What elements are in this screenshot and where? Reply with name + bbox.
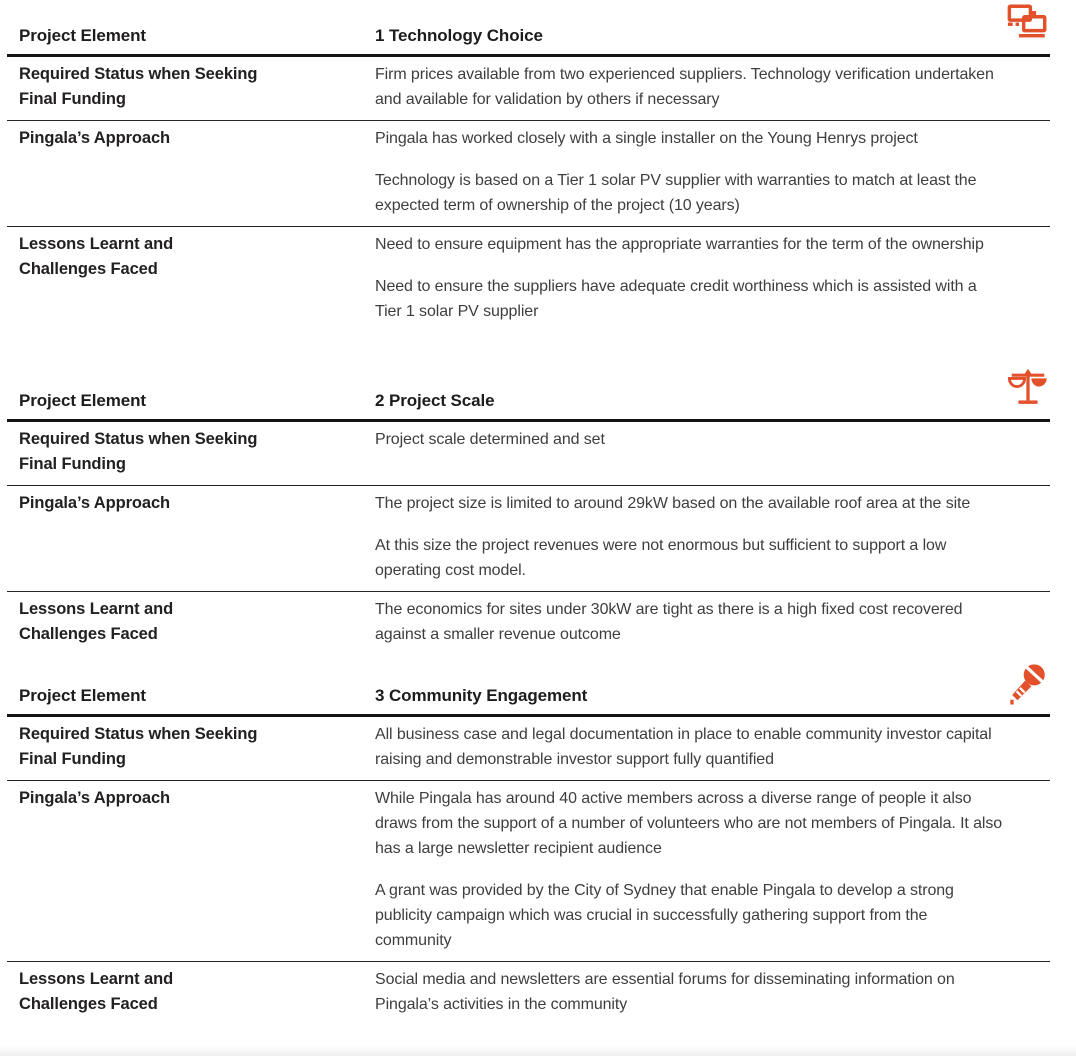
table-title-technology-choice: 1 Technology Choice [375, 26, 543, 45]
paragraph: Firm prices available from two experienced suppliers. Technology verification undertaken and available for validation by others if necessary [375, 66, 994, 108]
row-label-pingala-approach: Pingala’s Approach [19, 789, 171, 807]
table-row [7, 485, 1050, 591]
row-content [375, 722, 1015, 772]
table-row [7, 591, 1050, 655]
table-title-project-scale: 2 Project Scale [375, 391, 495, 410]
table-row [7, 422, 1050, 485]
paragraph: At this size the project revenues were not enormous but sufficient to support a low operating cost model. [375, 537, 947, 579]
page-edge-shadow [0, 1046, 1076, 1056]
paragraph: The economics for sites under 30kW are tight as there is a high fixed cost recovered against a smaller revenue outcome [375, 601, 963, 643]
paragraph: A grant was provided by the City of Sydney that enable Pingala to develop a strong publicity campaign which was crucial in successfully gathering support from the community [375, 882, 954, 949]
paragraph: Need to ensure equipment has the appropriate warranties for the term of the ownership [375, 236, 984, 253]
row-label-lessons-learnt: Lessons Learnt and Challenges Faced [19, 235, 174, 278]
paragraph: Pingala has worked closely with a single installer on the Young Henrys project [375, 130, 918, 147]
column-header-project-element: Project Element [19, 391, 146, 410]
project-element-table-project-scale [7, 367, 1050, 655]
table-row [7, 57, 1050, 120]
table-row [7, 226, 1050, 332]
row-content [375, 597, 1015, 647]
paragraph: All business case and legal documentation in place to enable community investor capital raising and demonstrable investor support fully quantified [375, 726, 992, 768]
table-title-community-engagement: 3 Community Engagement [375, 686, 588, 705]
table-header [7, 2, 1050, 57]
row-label-pingala-approach: Pingala’s Approach [19, 129, 171, 147]
row-content [375, 126, 1015, 218]
row-label-required-status: Required Status when Seeking Final Funding [19, 65, 258, 108]
paragraph: Project scale determined and set [375, 431, 605, 448]
project-element-table-technology-choice [7, 2, 1050, 332]
table-row [7, 717, 1050, 780]
paragraph: Social media and newsletters are essential forums for disseminating information on Pingala’s activities in the community [375, 971, 955, 1013]
table-header [7, 367, 1050, 422]
table-row [7, 961, 1050, 1025]
table-header [7, 662, 1050, 717]
paragraph: Need to ensure the suppliers have adequate credit worthiness which is assisted with a Tier 1 solar PV supplier [375, 278, 977, 320]
row-label-lessons-learnt: Lessons Learnt and Challenges Faced [19, 970, 174, 1013]
column-header-project-element: Project Element [19, 686, 146, 705]
row-label-pingala-approach: Pingala’s Approach [19, 494, 171, 512]
document-page [7, 2, 1050, 1025]
paragraph: The project size is limited to around 29kW based on the available roof area at the site [375, 495, 971, 512]
row-content [375, 491, 1015, 583]
table-row [7, 120, 1050, 226]
row-label-required-status: Required Status when Seeking Final Funding [19, 430, 258, 473]
row-label-required-status: Required Status when Seeking Final Funding [19, 725, 258, 768]
row-content [375, 62, 1015, 112]
project-element-table-community-engagement [7, 662, 1050, 1025]
row-content [375, 232, 1015, 324]
row-content [375, 967, 1015, 1017]
paragraph: While Pingala has around 40 active members across a diverse range of people it also draws from the support of a number of volunteers who are not members of Pingala. It also has a large newsletter recipient audience [375, 790, 1003, 857]
network-computers-icon [1006, 1, 1050, 45]
column-header-project-element: Project Element [19, 26, 146, 45]
balance-scales-icon [1006, 366, 1050, 410]
microphone-icon [1006, 661, 1050, 705]
row-label-lessons-learnt: Lessons Learnt and Challenges Faced [19, 600, 174, 643]
row-content [375, 786, 1015, 953]
table-row [7, 780, 1050, 961]
row-content [375, 427, 1015, 477]
paragraph: Technology is based on a Tier 1 solar PV supplier with warranties to match at least the expected term of ownership of the project (10 years) [375, 172, 977, 214]
